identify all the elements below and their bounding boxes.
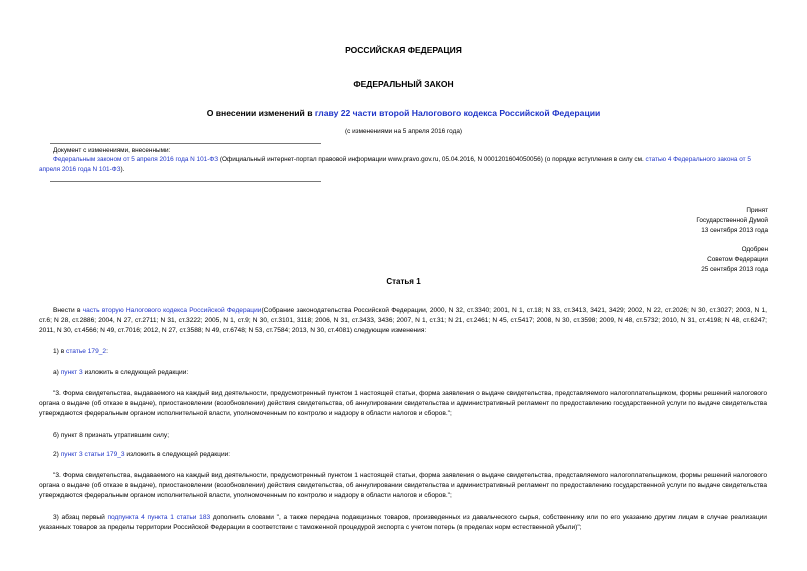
item-1 [39,347,767,357]
item-3-link[interactable]: подпункта 4 пункта 1 статьи 183 [107,514,211,521]
duma-line-2: Государственной Думой [696,216,768,224]
item-a [39,368,767,378]
duma-line-1: Принят [746,207,768,214]
item-a-link[interactable]: пункт 3 [60,369,83,376]
quote-1: "3. Форма свидетельства, выдаваемого на каждый вид деятельности, предусмотренный пунктом 1 настоящей статьи, форма заявления о выдаче свидетельства, представляемого налогоплательщиком, формы решений налогового органа о выдаче (об отказе в выдаче), приостановлении (возобновлении) действия свидетельства, об аннулировании свидетельства и административный регламент по предоставлению государственной услуги по выдаче свидетельства утверждаются федеральным органом исполнительной власти, уполномоченным по контролю и надзору в области налогов и сборов."; [39,390,767,417]
council-line-1: Одобрен [741,246,768,253]
law-title-prefix: О внесении изменений в [206,108,315,118]
quote-2: "3. Форма свидетельства, выдаваемого на каждый вид деятельности, предусмотренный пунктом 1 настоящей статьи, форма заявления о выдаче свидетельства, представляемого налогоплательщиком, формы решений налогового органа о выдаче (об отказе в выдаче), приостановлении (возобновлении) действия свидетельства, об аннулировании свидетельства и административный регламент по предоставлению государственной услуги по выдаче свидетельства утверждаются федеральным органом исполнительной власти, уполномоченным по контролю и надзору в области налогов и сборов."; [39,472,767,499]
changes-text [39,155,768,174]
law-type-heading: ФЕДЕРАЛЬНЫЙ ЗАКОН [353,79,454,89]
changes-label: Документ с изменениями, внесенными: [53,147,171,154]
item-3-suffix: дополнить словами ", а также передача подакцизных товаров, произведенных из давальческого сырья, собственнику или по его указанию другим лицам в случае реализации указанных товаров за пределы территории Российской Федерации в соответствии с таможенной процедурой экспорта с учетом потерь (в пределах норм естественной убыли)"; [39,514,767,531]
item-1-prefix: 1) в [53,348,67,355]
item-a-prefix: а) [53,369,61,376]
item-3 [39,513,767,533]
item-b: б) пункт 8 признать утратившим силу; [53,432,170,439]
changes-text-1: (Официальный интернет-портал правовой информации www.pravo.gov.ru, 05.04.2016, N 0001201604050056) (о порядке вступления в силу см. [218,156,646,163]
changes-bottom-rule [50,181,321,182]
duma-line-3: 13 сентября 2013 года [701,226,768,234]
article-intro-text: (Собрание законодательства Российской Федерации, 2000, N 32, ст.3340; 2001, N 1, ст.18; N 33, ст.3413, 3421, 3429; 2002, N 22, ст.2026; N 30, ст.3027; 2003, N 1, ст.6; N 28, ст.2886; 2004, N 27, ст.2711; N 31, ст.3222; 2005, N 1, ст.9; N 30, ст.3101, 3118; 2006, N 31, ст.3433, 3436; 2007, N 1, ст.31; N 21, ст.2461; N 45, ст.5417; 2008, N 30, ст.3598; 2009, N 48, ст.5732; 2010, N 31, ст.4198; N 48, ст.6247; 2011, N 30, ст.4566; N 49, ст.7016; 2012, N 27, ст.3588; N 49, ст.6748; N 53, ст.7584; 2013, N 30, ст.4081) следующие изменения: [39,307,768,334]
changes-link-article[interactable]: статью 4 Федерального закона от 5 апреля 2016 года N 101-ФЗ [39,156,751,173]
changes-top-rule [50,143,321,144]
country-heading: РОССИЙСКАЯ ФЕДЕРАЦИЯ [345,45,462,55]
article-intro-link[interactable]: часть вторую Налогового кодекса Российской Федерации [82,307,262,314]
item-1-link[interactable]: статье 179_2 [66,348,107,355]
item-1-suffix: : [106,348,108,355]
article-heading: Статья 1 [386,277,421,286]
item-2-link[interactable]: пункт 3 статьи 179_3 [60,451,125,458]
changes-link-law[interactable]: Федеральным законом от 5 апреля 2016 года N 101-ФЗ [53,156,219,163]
council-line-3: 25 сентября 2013 года [701,265,768,273]
law-title-link[interactable]: главу 22 части второй Налогового кодекса Российской Федерации [314,108,601,118]
article-intro [39,306,767,336]
council-line-2: Советом Федерации [707,255,768,263]
item-a-suffix: изложить в следующей редакции: [82,369,189,376]
council-approval [701,245,768,275]
article-intro-prefix: Внести в [53,307,83,314]
duma-adoption [696,206,768,236]
item-3-prefix: 3) абзац первый [53,514,108,521]
changes-text-2: ). [120,165,125,173]
item-2-suffix: изложить в следующей редакции: [124,451,231,458]
item-2 [39,450,767,460]
item-2-prefix: 2) [53,451,61,458]
revision-note: (с изменениями на 5 апреля 2016 года) [345,128,462,135]
law-title [0,107,807,119]
